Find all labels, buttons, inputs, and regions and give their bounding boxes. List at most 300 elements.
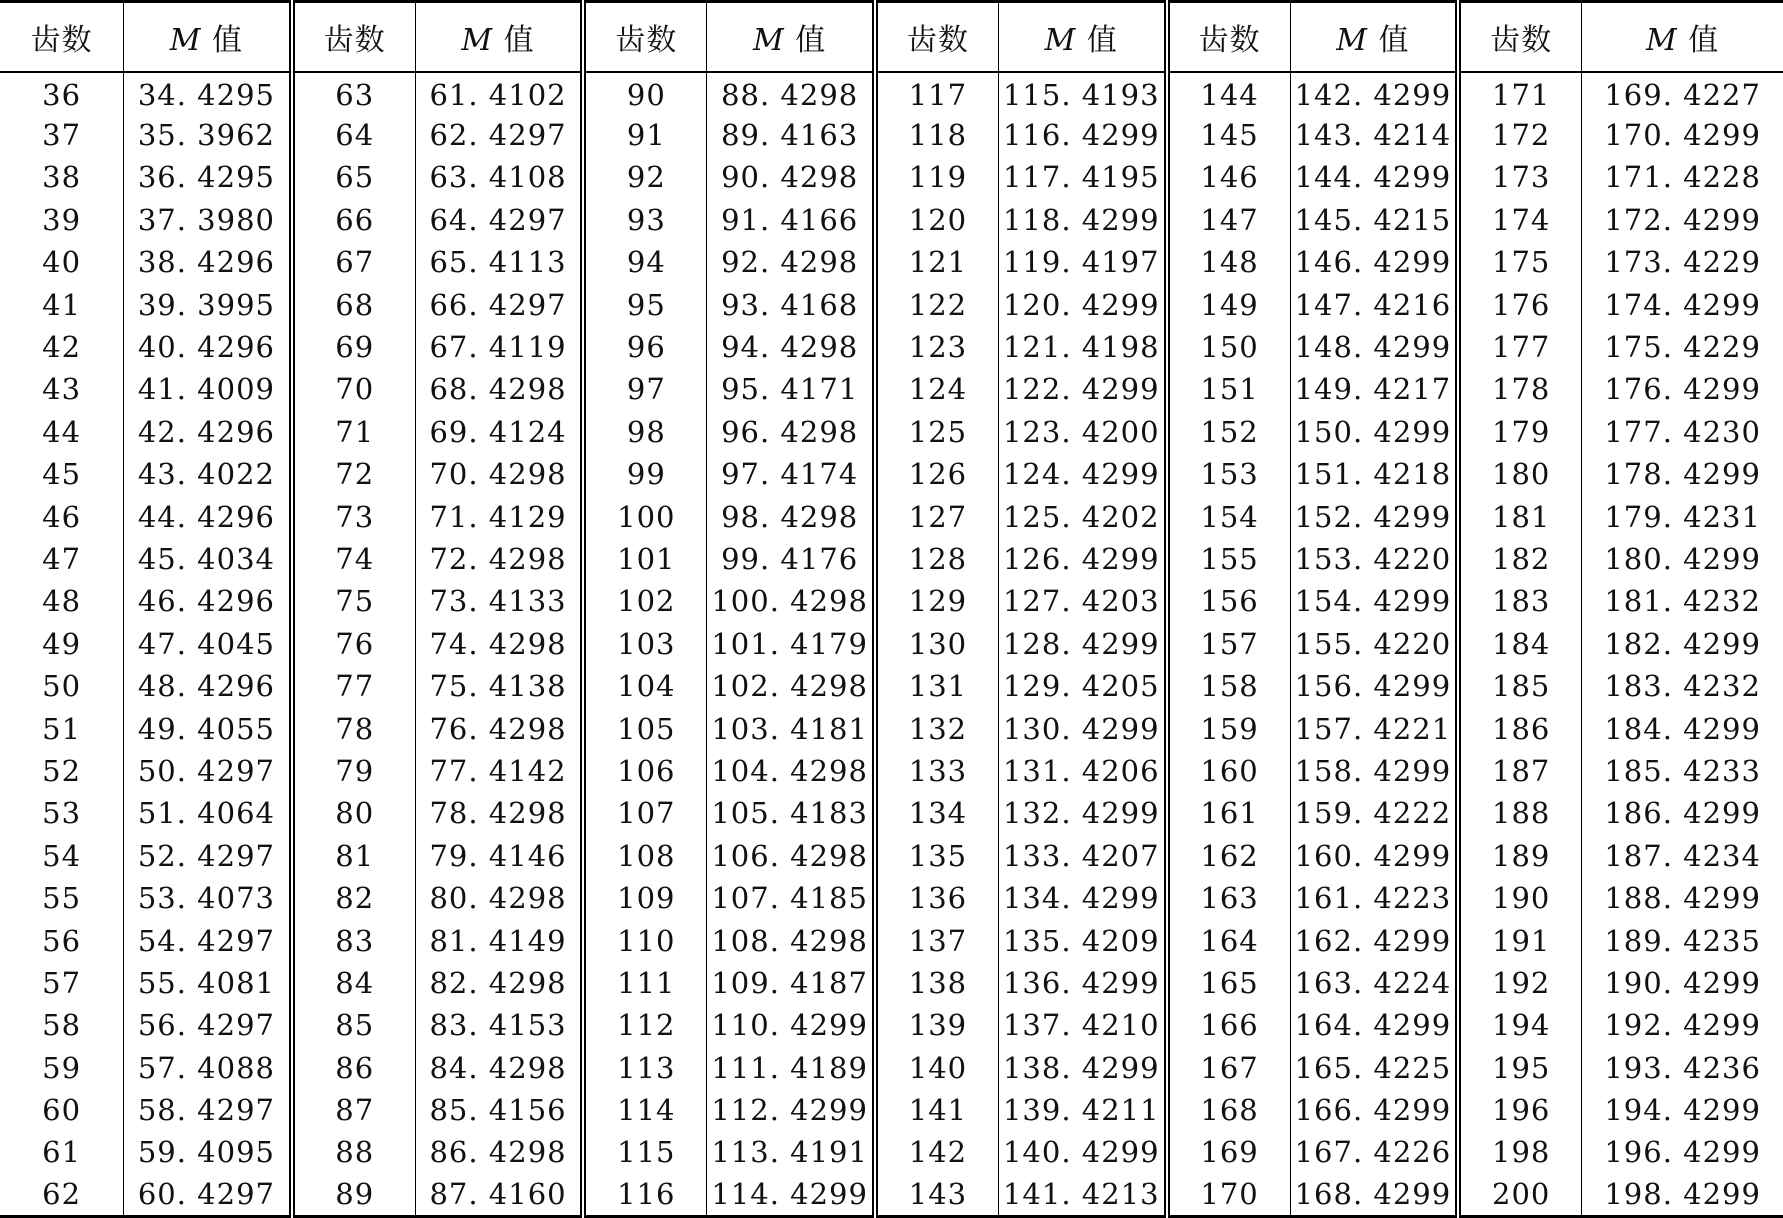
m-value-cell: 184. 4299 (1604, 711, 1761, 746)
m-value-cell: 140. 4299 (999, 1131, 1167, 1173)
teeth-cell: 53 (0, 792, 124, 834)
teeth-cell: 174 (1458, 199, 1582, 241)
m-value-cell: 80. 4298 (415, 877, 583, 919)
m-value-cell: 102. 4298 (707, 665, 875, 707)
teeth-cell: 57 (0, 962, 124, 1004)
m-value-cell: 150. 4299 (1290, 411, 1458, 453)
m-value-cell: 57. 4088 (124, 1046, 292, 1088)
m-value-cell: 52. 4297 (124, 835, 292, 877)
teeth-cell: 55 (0, 877, 124, 919)
teeth-cell: 44 (0, 411, 124, 453)
teeth-cell: 172 (1458, 114, 1582, 156)
m-value-cell: 190. 4299 (1604, 965, 1761, 1000)
teeth-cell: 189 (1458, 835, 1582, 877)
table-row (0, 453, 1783, 495)
header-teeth: 齿数 (1167, 2, 1291, 72)
teeth-cell: 128 (875, 538, 999, 580)
m-value-cell: 86. 4298 (415, 1131, 583, 1173)
teeth-cell: 87 (292, 1089, 416, 1131)
header-teeth: 齿数 (583, 2, 707, 72)
teeth-cell: 113 (583, 1046, 707, 1088)
table-row (0, 199, 1783, 241)
teeth-cell: 196 (1458, 1089, 1582, 1131)
header-m-label: 值 (1367, 22, 1410, 58)
header-m-value (1290, 2, 1458, 72)
teeth-cell: 71 (292, 411, 416, 453)
teeth-cell: 54 (0, 835, 124, 877)
m-value-cell: 132. 4299 (999, 792, 1167, 834)
m-value-cell: 142. 4299 (1290, 72, 1458, 114)
m-value-cell: 163. 4224 (1290, 962, 1458, 1004)
teeth-cell: 180 (1458, 453, 1582, 495)
teeth-cell: 61 (0, 1131, 124, 1173)
teeth-cell: 40 (0, 241, 124, 283)
teeth-cell: 66 (292, 199, 416, 241)
header-teeth: 齿数 (1458, 2, 1582, 72)
header-m-label: 值 (1076, 22, 1118, 58)
m-value-cell: 198. 4299 (1582, 1174, 1783, 1216)
teeth-cell: 164 (1167, 919, 1291, 961)
teeth-cell: 194 (1458, 1004, 1582, 1046)
m-value-cell: 188. 4299 (1604, 881, 1761, 916)
m-value-cell: 101. 4179 (707, 623, 875, 665)
m-value-cell: 158. 4299 (1290, 750, 1458, 792)
teeth-cell: 167 (1167, 1046, 1291, 1088)
m-value-cell: 98. 4298 (707, 495, 875, 537)
teeth-cell: 74 (292, 538, 416, 580)
m-value-cell: 189. 4235 (1604, 923, 1761, 958)
teeth-cell: 99 (583, 453, 707, 495)
m-value-cell: 194. 4299 (1604, 1093, 1761, 1128)
m-value-cell: 60. 4297 (124, 1174, 292, 1216)
table-row (0, 1131, 1783, 1173)
teeth-cell: 110 (583, 919, 707, 961)
teeth-cell: 94 (583, 241, 707, 283)
m-value-cell: 36. 4295 (124, 156, 292, 198)
m-value-cell: 144. 4299 (1290, 156, 1458, 198)
m-value-cell: 192. 4299 (1604, 1008, 1761, 1043)
teeth-cell: 82 (292, 877, 416, 919)
teeth-cell: 64 (292, 114, 416, 156)
m-value-cell: 43. 4022 (124, 453, 292, 495)
teeth-cell: 186 (1458, 707, 1582, 749)
header-m-label: 值 (201, 22, 244, 58)
teeth-cell: 147 (1167, 199, 1291, 241)
teeth-cell: 192 (1458, 962, 1582, 1004)
m-value-cell: 124. 4299 (999, 453, 1167, 495)
m-value-cell: 89. 4163 (707, 114, 875, 156)
teeth-cell: 153 (1167, 453, 1291, 495)
m-value-cell: 152. 4299 (1290, 495, 1458, 537)
teeth-cell: 83 (292, 919, 416, 961)
m-value-cell: 148. 4299 (1290, 326, 1458, 368)
m-value-cell: 85. 4156 (415, 1089, 583, 1131)
m-value-cell: 135. 4209 (999, 919, 1167, 961)
header-m-value (124, 2, 292, 72)
m-value-cell: 114. 4299 (707, 1174, 875, 1216)
table-row (0, 114, 1783, 156)
header-row (0, 2, 1783, 72)
m-value-cell: 69. 4124 (415, 411, 583, 453)
teeth-cell: 114 (583, 1089, 707, 1131)
m-value-cell: 147. 4216 (1290, 283, 1458, 325)
teeth-cell: 142 (875, 1131, 999, 1173)
header-m-label: 值 (784, 22, 827, 58)
m-value-cell: 50. 4297 (124, 750, 292, 792)
m-value-cell: 106. 4298 (707, 835, 875, 877)
m-value-cell: 109. 4187 (707, 962, 875, 1004)
m-value-cell: 46. 4296 (124, 580, 292, 622)
table-row (0, 707, 1783, 749)
teeth-cell: 95 (583, 283, 707, 325)
m-value-cell: 41. 4009 (124, 368, 292, 410)
table-row (0, 538, 1783, 580)
teeth-cell: 135 (875, 835, 999, 877)
m-value-cell: 174. 4299 (1604, 287, 1761, 322)
teeth-cell: 45 (0, 453, 124, 495)
teeth-cell: 91 (583, 114, 707, 156)
m-value-cell: 126. 4299 (999, 538, 1167, 580)
m-value-cell: 117. 4195 (999, 156, 1167, 198)
teeth-cell: 59 (0, 1046, 124, 1088)
m-value-cell: 162. 4299 (1290, 919, 1458, 961)
teeth-cell: 169 (1167, 1131, 1291, 1173)
table-row (0, 495, 1783, 537)
table-row (0, 156, 1783, 198)
m-value-cell: 159. 4222 (1290, 792, 1458, 834)
teeth-cell: 188 (1458, 792, 1582, 834)
teeth-cell: 92 (583, 156, 707, 198)
teeth-cell: 102 (583, 580, 707, 622)
m-value-cell: 34. 4295 (124, 72, 292, 114)
teeth-cell: 175 (1458, 241, 1582, 283)
m-value-cell: 130. 4299 (999, 707, 1167, 749)
m-value-cell: 173. 4229 (1604, 245, 1761, 280)
table-row (0, 665, 1783, 707)
m-value-cell: 168. 4299 (1290, 1174, 1458, 1216)
teeth-cell: 72 (292, 453, 416, 495)
teeth-cell: 137 (875, 919, 999, 961)
teeth-cell: 85 (292, 1004, 416, 1046)
teeth-cell: 163 (1167, 877, 1291, 919)
m-value-cell: 122. 4299 (999, 368, 1167, 410)
teeth-cell: 49 (0, 623, 124, 665)
teeth-cell: 150 (1167, 326, 1291, 368)
teeth-cell: 145 (1167, 114, 1291, 156)
teeth-cell: 185 (1458, 665, 1582, 707)
teeth-cell: 129 (875, 580, 999, 622)
m-value-cell: 64. 4297 (415, 199, 583, 241)
m-value-cell: 110. 4299 (707, 1004, 875, 1046)
header-m-symbol: M (1646, 22, 1678, 58)
m-value-cell: 186. 4299 (1604, 796, 1761, 831)
m-value-cell: 75. 4138 (415, 665, 583, 707)
teeth-cell: 152 (1167, 411, 1291, 453)
m-value-cell: 96. 4298 (707, 411, 875, 453)
teeth-cell: 88 (292, 1131, 416, 1173)
teeth-cell: 109 (583, 877, 707, 919)
m-value-cell: 120. 4299 (999, 283, 1167, 325)
table-row (0, 580, 1783, 622)
teeth-cell: 39 (0, 199, 124, 241)
table-row (0, 326, 1783, 368)
m-value-cell: 99. 4176 (707, 538, 875, 580)
teeth-cell: 123 (875, 326, 999, 368)
teeth-cell: 58 (0, 1004, 124, 1046)
m-value-cell: 82. 4298 (415, 962, 583, 1004)
m-value-cell: 157. 4221 (1290, 707, 1458, 749)
m-value-cell: 170. 4299 (1604, 118, 1761, 153)
teeth-cell: 37 (0, 114, 124, 156)
teeth-cell: 38 (0, 156, 124, 198)
teeth-cell: 176 (1458, 283, 1582, 325)
m-value-cell: 156. 4299 (1290, 665, 1458, 707)
header-teeth: 齿数 (0, 2, 124, 72)
teeth-cell: 131 (875, 665, 999, 707)
teeth-cell: 70 (292, 368, 416, 410)
teeth-cell: 148 (1167, 241, 1291, 283)
m-value-cell: 66. 4297 (415, 283, 583, 325)
m-value-cell: 134. 4299 (999, 877, 1167, 919)
m-value-cell: 47. 4045 (124, 623, 292, 665)
header-m-value (1582, 2, 1783, 72)
m-value-cell: 185. 4233 (1604, 753, 1761, 788)
m-value-cell: 151. 4218 (1290, 453, 1458, 495)
teeth-cell: 56 (0, 919, 124, 961)
m-value-cell: 187. 4234 (1604, 838, 1761, 873)
m-value-cell: 119. 4197 (999, 241, 1167, 283)
table-row (0, 792, 1783, 834)
header-m-symbol: M (169, 22, 202, 58)
m-value-cell: 55. 4081 (124, 962, 292, 1004)
teeth-cell: 132 (875, 707, 999, 749)
m-value-cell: 93. 4168 (707, 283, 875, 325)
table-row (0, 241, 1783, 283)
m-value-cell: 129. 4205 (999, 665, 1167, 707)
teeth-cell: 42 (0, 326, 124, 368)
table-row (0, 72, 1783, 114)
teeth-cell: 115 (583, 1131, 707, 1173)
teeth-cell: 100 (583, 495, 707, 537)
teeth-cell: 101 (583, 538, 707, 580)
m-value-cell: 70. 4298 (415, 453, 583, 495)
m-value-cell: 141. 4213 (999, 1174, 1167, 1216)
m-value-cell: 87. 4160 (415, 1174, 583, 1216)
teeth-cell: 47 (0, 538, 124, 580)
teeth-cell: 124 (875, 368, 999, 410)
m-value-cell: 161. 4223 (1290, 877, 1458, 919)
teeth-cell: 136 (875, 877, 999, 919)
m-value-cell: 172. 4299 (1604, 202, 1761, 237)
teeth-cell: 200 (1458, 1174, 1582, 1216)
teeth-cell: 96 (583, 326, 707, 368)
m-value-cell: 116. 4299 (999, 114, 1167, 156)
table-row (0, 623, 1783, 665)
m-value-cell: 178. 4299 (1604, 457, 1761, 492)
teeth-cell: 81 (292, 835, 416, 877)
teeth-cell: 65 (292, 156, 416, 198)
m-value-cell: 155. 4220 (1290, 623, 1458, 665)
m-value-cell: 39. 3995 (124, 283, 292, 325)
teeth-cell: 127 (875, 495, 999, 537)
m-value-cell: 127. 4203 (999, 580, 1167, 622)
m-value-cell: 175. 4229 (1604, 330, 1761, 365)
table-row (0, 1046, 1783, 1088)
m-value-cell: 171. 4228 (1604, 160, 1761, 195)
teeth-cell: 138 (875, 962, 999, 1004)
m-value-cell: 83. 4153 (415, 1004, 583, 1046)
m-value-cell: 92. 4298 (707, 241, 875, 283)
teeth-cell: 43 (0, 368, 124, 410)
table-row (0, 1004, 1783, 1046)
m-value-cell: 107. 4185 (707, 877, 875, 919)
teeth-cell: 116 (583, 1174, 707, 1216)
teeth-cell: 151 (1167, 368, 1291, 410)
teeth-cell: 41 (0, 283, 124, 325)
teeth-cell: 86 (292, 1046, 416, 1088)
teeth-cell: 62 (0, 1174, 124, 1216)
teeth-cell: 166 (1167, 1004, 1291, 1046)
teeth-cell: 171 (1458, 72, 1582, 114)
table-row (0, 919, 1783, 961)
m-value-cell: 125. 4202 (999, 495, 1167, 537)
teeth-cell: 103 (583, 623, 707, 665)
m-value-cell: 68. 4298 (415, 368, 583, 410)
teeth-cell: 104 (583, 665, 707, 707)
header-teeth: 齿数 (875, 2, 999, 72)
m-value-cell: 76. 4298 (415, 707, 583, 749)
m-value-cell: 183. 4232 (1604, 669, 1761, 704)
m-value-cell: 62. 4297 (415, 114, 583, 156)
m-value-cell: 113. 4191 (707, 1131, 875, 1173)
teeth-cell: 63 (292, 72, 416, 114)
m-value-cell: 196. 4299 (1604, 1135, 1761, 1170)
header-m-symbol: M (1336, 22, 1368, 58)
m-value-cell: 37. 3980 (124, 199, 292, 241)
teeth-cell: 36 (0, 72, 124, 114)
teeth-cell: 79 (292, 750, 416, 792)
teeth-cell: 160 (1167, 750, 1291, 792)
m-value-cell: 45. 4034 (124, 538, 292, 580)
teeth-cell: 117 (875, 72, 999, 114)
teeth-cell: 157 (1167, 623, 1291, 665)
m-value-cell: 115. 4193 (999, 72, 1167, 114)
teeth-cell: 111 (583, 962, 707, 1004)
m-value-cell: 165. 4225 (1290, 1046, 1458, 1088)
teeth-cell: 73 (292, 495, 416, 537)
teeth-cell: 182 (1458, 538, 1582, 580)
m-value-cell: 112. 4299 (707, 1089, 875, 1131)
teeth-cell: 158 (1167, 665, 1291, 707)
teeth-cell: 165 (1167, 962, 1291, 1004)
m-value-cell: 160. 4299 (1290, 835, 1458, 877)
teeth-cell: 198 (1458, 1131, 1582, 1173)
teeth-cell: 98 (583, 411, 707, 453)
teeth-cell: 120 (875, 199, 999, 241)
m-value-cell: 154. 4299 (1290, 580, 1458, 622)
teeth-cell: 84 (292, 962, 416, 1004)
header-m-symbol: M (753, 22, 785, 58)
header-m-value (999, 2, 1167, 72)
m-value-cell: 77. 4142 (415, 750, 583, 792)
teeth-cell: 155 (1167, 538, 1291, 580)
m-value-cell: 48. 4296 (124, 665, 292, 707)
m-value-cell: 95. 4171 (707, 368, 875, 410)
teeth-cell: 90 (583, 72, 707, 114)
teeth-cell: 140 (875, 1046, 999, 1088)
m-value-cell: 51. 4064 (124, 792, 292, 834)
m-value-cell: 128. 4299 (999, 623, 1167, 665)
table-body (0, 72, 1783, 1217)
teeth-cell: 134 (875, 792, 999, 834)
m-value-cell: 180. 4299 (1604, 541, 1761, 576)
m-value-cell: 139. 4211 (999, 1089, 1167, 1131)
teeth-cell: 179 (1458, 411, 1582, 453)
teeth-cell: 178 (1458, 368, 1582, 410)
teeth-cell: 173 (1458, 156, 1582, 198)
teeth-cell: 75 (292, 580, 416, 622)
teeth-cell: 119 (875, 156, 999, 198)
teeth-cell: 161 (1167, 792, 1291, 834)
m-value-cell: 65. 4113 (415, 241, 583, 283)
m-value-cell: 167. 4226 (1290, 1131, 1458, 1173)
m-value-cell: 61. 4102 (415, 72, 583, 114)
m-value-cell: 58. 4297 (124, 1089, 292, 1131)
m-value-cell: 105. 4183 (707, 792, 875, 834)
table-row (0, 283, 1783, 325)
m-value-cell: 146. 4299 (1290, 241, 1458, 283)
teeth-cell: 118 (875, 114, 999, 156)
teeth-cell: 105 (583, 707, 707, 749)
teeth-cell: 48 (0, 580, 124, 622)
teeth-cell: 51 (0, 707, 124, 749)
table-row (0, 411, 1783, 453)
table-row (0, 877, 1783, 919)
teeth-cell: 80 (292, 792, 416, 834)
m-value-cell: 193. 4236 (1604, 1050, 1761, 1085)
header-m-label: 值 (1677, 22, 1720, 58)
teeth-cell: 122 (875, 283, 999, 325)
teeth-cell: 126 (875, 453, 999, 495)
table-row (0, 962, 1783, 1004)
m-value-cell: 56. 4297 (124, 1004, 292, 1046)
m-value-cell: 72. 4298 (415, 538, 583, 580)
m-value-cell: 94. 4298 (707, 326, 875, 368)
table-row (0, 368, 1783, 410)
teeth-cell: 162 (1167, 835, 1291, 877)
teeth-cell: 52 (0, 750, 124, 792)
m-value-cell: 123. 4200 (999, 411, 1167, 453)
m-value-cell: 177. 4230 (1604, 414, 1761, 449)
m-value-cell: 143. 4214 (1290, 114, 1458, 156)
teeth-cell: 78 (292, 707, 416, 749)
teeth-cell: 97 (583, 368, 707, 410)
table-row (0, 835, 1783, 877)
teeth-cell: 50 (0, 665, 124, 707)
m-value-cell: 67. 4119 (415, 326, 583, 368)
m-value-cell: 91. 4166 (707, 199, 875, 241)
teeth-cell: 133 (875, 750, 999, 792)
header-m-symbol: M (461, 22, 494, 58)
teeth-cell: 121 (875, 241, 999, 283)
m-value-cell: 176. 4299 (1604, 372, 1761, 407)
header-m-symbol: M (1044, 22, 1077, 58)
m-value-cell: 74. 4298 (415, 623, 583, 665)
m-value-cell: 133. 4207 (999, 835, 1167, 877)
m-value-cell: 138. 4299 (999, 1046, 1167, 1088)
teeth-cell: 149 (1167, 283, 1291, 325)
header-m-label: 值 (493, 22, 535, 58)
